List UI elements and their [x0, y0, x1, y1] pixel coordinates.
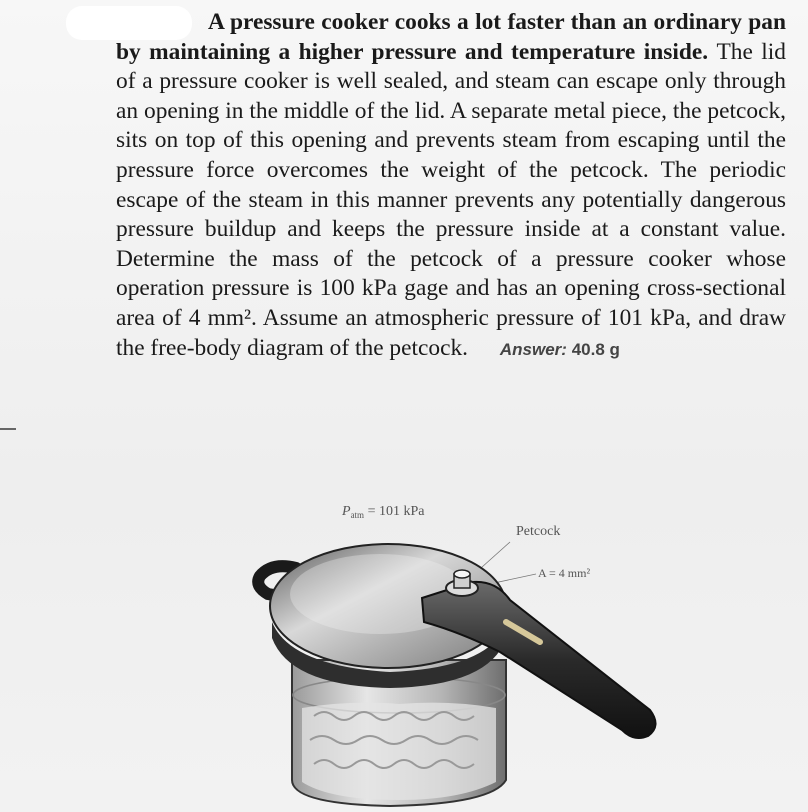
area-label: A = 4 mm²: [538, 566, 591, 580]
problem-lead: A pressure cooker cooks a lot faster than an ordinary pan by maintaining a higher pressure and temperature inside.: [116, 9, 786, 65]
petcock-label: Petcock: [516, 524, 561, 539]
pressure-cooker-drawing: [210, 490, 670, 808]
pressure-cooker-figure: [210, 490, 670, 808]
answer-label: Answer:: [499, 339, 567, 359]
problem-body: The lid of a pressure cooker is well sealed, and steam can escape only through an opening in the middle of the lid. A separate metal piece, the petcock, sits on top of this opening and prevents steam from escaping until the pressure force overcomes the weight of the petcock. The periodic escape of the steam in this manner prevents any potentially dangerous pressure buildup and keeps the pressure inside at a constant value. Determine the mass of the petcock of a pressure cooker whose operation pressure is 100 kPa gage and has an opening cross-sectional area of 4 mm². Assume an atmospheric pressure of 101 kPa, and draw the free-body diagram of the petcock.: [116, 38, 787, 361]
patm-symbol: P: [342, 504, 351, 519]
answer-value: 40.8 g: [571, 339, 620, 359]
answer: [500, 340, 620, 359]
patm-value: = 101 kPa: [367, 504, 425, 519]
patm-subscript: atm: [350, 510, 365, 520]
margin-mark: [0, 428, 16, 430]
problem-statement: [116, 8, 786, 364]
